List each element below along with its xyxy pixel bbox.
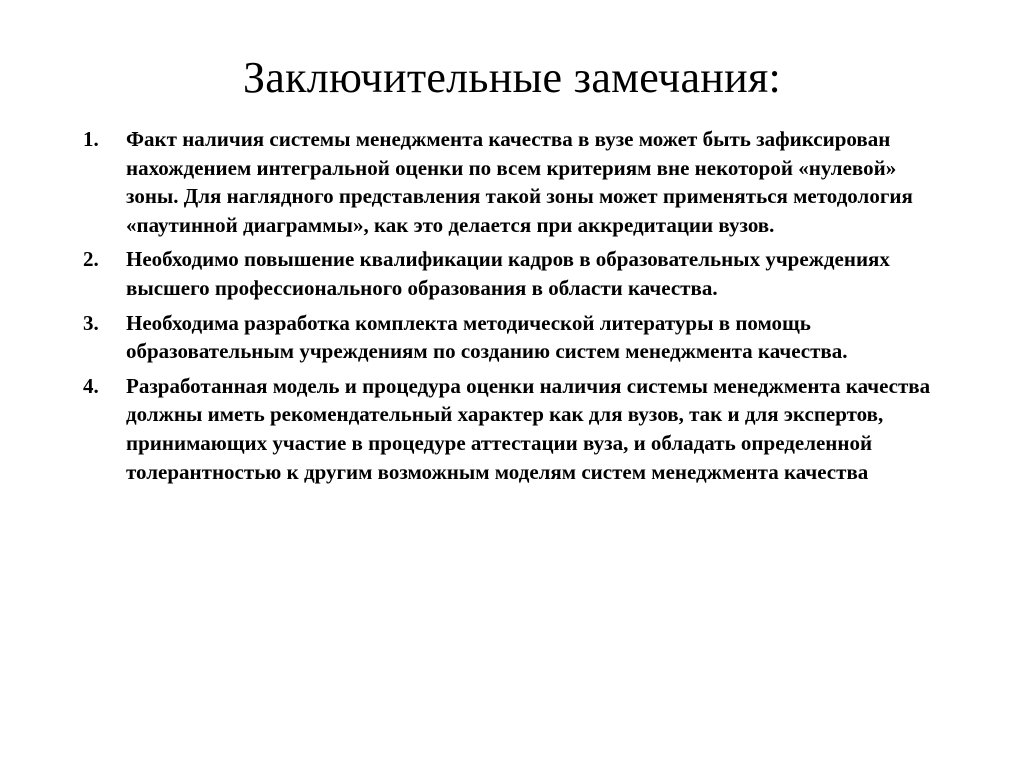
list-item-text: Факт наличия системы менеджмента качества в вузе может быть зафиксирован нахождением интегральной оценки по всем критериям вне некоторой «нулевой» зоны. Для наглядного представления такой зоны может применяться методология «паутинной диаграммы», как это делается при аккредитации вузов. xyxy=(126,127,913,237)
list-item-number: 1. xyxy=(83,127,99,151)
list-item xyxy=(83,245,953,302)
list-item-text: Необходима разработка комплекта методической литературы в помощь образовательным учреждениям по созданию систем менеджмента качества. xyxy=(126,310,848,364)
list-item-number: 4. xyxy=(83,373,99,398)
list-item xyxy=(83,125,953,239)
list-item-text: Разработанная модель и процедура оценки наличия системы менеджмента качества должны иметь рекомендательный характер как для вузов, так и для экспертов, принимающих участие в процедуре аттестации вуза, и обладать определенной толерантностью к другим возможным моделям систем менеджмента качества xyxy=(126,373,931,484)
list-item xyxy=(83,309,953,366)
list-item-text: Необходимо повышение квалификации кадров в образовательных учреждениях высшего профессионального образования в области качества. xyxy=(126,247,890,300)
list-item-number: 2. xyxy=(83,247,99,272)
conclusions-list xyxy=(83,125,953,492)
list-item-number: 3. xyxy=(83,310,99,335)
slide-title: Заключительные замечания: xyxy=(242,53,782,102)
list-item xyxy=(83,372,953,486)
